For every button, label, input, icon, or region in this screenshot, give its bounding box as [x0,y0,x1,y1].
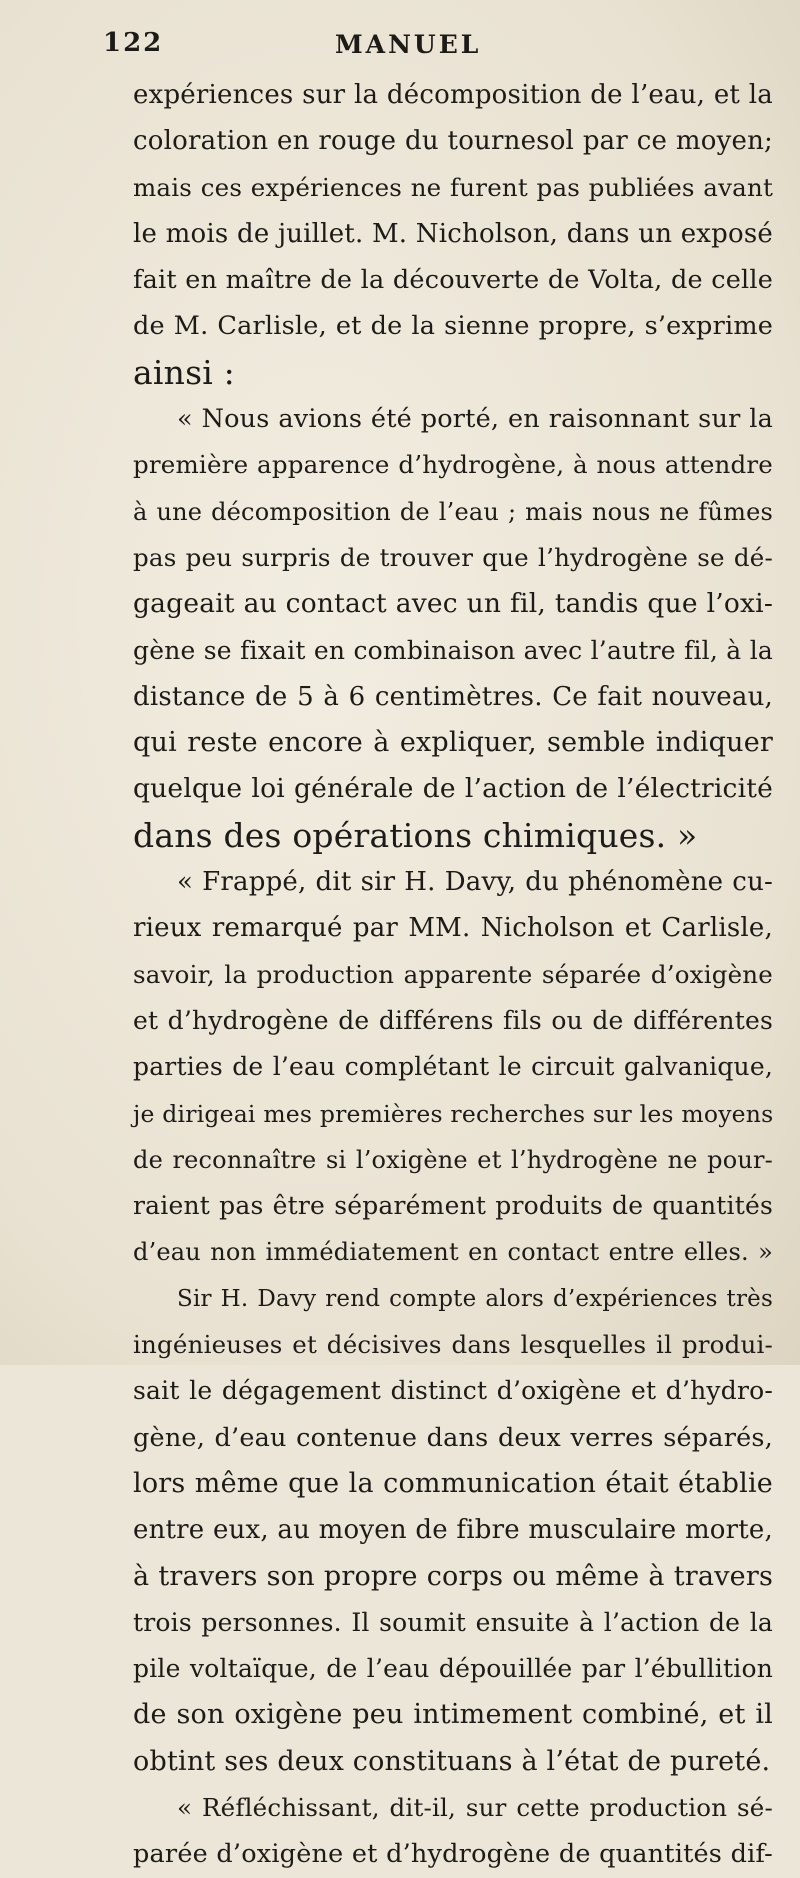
text-line: expériences sur la décomposition de l’eau, et la [133,80,773,110]
text-line: et d’hydrogène de différens fils ou de différentes [133,1005,773,1035]
text-line: première apparence d’hydrogène, à nous attendre [133,450,773,480]
text-line: rieux remarqué par MM. Nicholson et Carlisle, [133,913,773,944]
text-line: parée d’oxigène et d’hydrogène de quantités dif- [133,1839,773,1870]
text-line: distance de 5 à 6 centimètres. Ce fait nouveau, [133,681,773,712]
text-line: Sir H. Davy rend compte alors d’expériences très [177,1285,773,1312]
text-line: à une décomposition de l’eau ; mais nous ne fûmes [133,497,773,526]
text-line: sait le dégagement distinct d’oxigène et d’hydro- [133,1376,773,1406]
text-line: dans des opérations chimiques. » [133,815,698,855]
text-line: gène, d’eau contenue dans deux verres séparés, [133,1422,773,1453]
running-title: MANUEL [335,30,482,59]
page-number: 122 [103,28,164,58]
running-head [0,20,800,60]
text-line: trois personnes. Il soumit ensuite à l’action de la [133,1607,773,1637]
text-line: de M. Carlisle, et de la sienne propre, s’exprime [133,311,773,342]
text-line: ingénieuses et décisives dans lesquelles il produi- [133,1330,773,1360]
text-line: gène se fixait en combinaison avec l’autre fil, à la [133,635,773,665]
text-line: lors même que la communication était établie [133,1467,773,1499]
text-line: « Frappé, dit sir H. Davy, du phénomène cu- [177,867,773,898]
text-line: gageait au contact avec un fil, tandis que l’oxi- [133,588,773,620]
text-line: obtint ses deux constituans à l’état de pureté. [133,1745,771,1777]
text-line: de son oxigène peu intimement combiné, et il [133,1699,773,1731]
text-line: pile voltaïque, de l’eau dépouillée par l’ébullition [133,1654,773,1684]
text-line: qui reste encore à expliquer, semble indiquer [133,727,773,759]
text-line: quelque loi générale de l’action de l’électricité [133,773,773,805]
text-line: « Nous avions été porté, en raisonnant sur la [177,404,773,435]
text-line: mais ces expériences ne furent pas publiées avant [133,172,773,202]
text-line: ainsi : [133,352,235,392]
text-line: je dirigeai mes premières recherches sur les moyens [133,1099,774,1128]
text-line: à travers son propre corps ou même à travers [133,1560,773,1592]
text-line: coloration en rouge du tournesol par ce moyen; [133,126,773,157]
text-line: « Réfléchissant, dit-il, sur cette production sé- [177,1792,773,1822]
body-text [133,72,773,1878]
text-line: d’eau non immédiatement en contact entre elles. » [133,1238,773,1267]
text-line: entre eux, au moyen de fibre musculaire morte, [133,1515,773,1546]
text-line: parties de l’eau complétant le circuit galvanique, [133,1052,773,1082]
text-line: raient pas être séparément produits de quantités [133,1191,773,1221]
text-line: fait en maître de la découverte de Volta, de celle [133,265,773,296]
text-line: de reconnaître si l’oxigène et l’hydrogène ne pour- [133,1145,773,1174]
text-line: savoir, la production apparente séparée d’oxigène [133,959,773,989]
text-line: le mois de juillet. M. Nicholson, dans un exposé [133,218,773,249]
text-line: pas peu surpris de trouver que l’hydrogène se dé- [133,542,773,572]
